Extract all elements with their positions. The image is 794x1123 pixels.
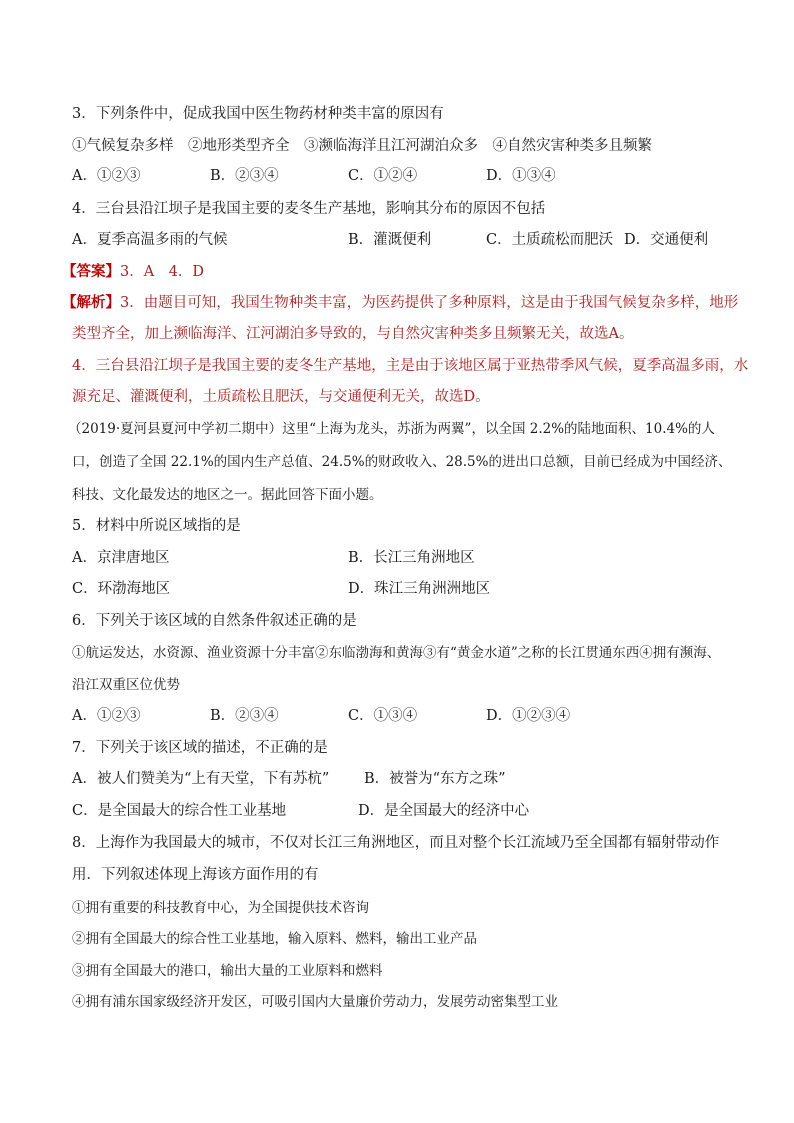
analysis-tag: 【解析】 [62,294,120,311]
answer-line [62,262,204,282]
q5-option-c: C．环渤海地区 [72,581,171,597]
q7-option-a: A．被人们赞美为“上有天堂，下有苏杭” [72,771,330,787]
material-line3: 科技、文化最发达的地区之一。据此回答下面小题。 [72,487,383,503]
q3-option-a: A．①②③ [72,168,141,184]
q8-stem-line1: 8．上海作为我国最大的城市，不仅对长江三角洲地区，而且对整个长江流域乃至全国都有辐射带动作 [72,835,720,851]
q3-items: ①气候复杂多样 ②地形类型齐全 ③濒临海洋且江河湖泊众多 ④自然灾害种类多且频繁 [72,138,652,154]
q3-stem: 3．下列条件中，促成我国中医生物药材种类丰富的原因有 [72,106,444,122]
q3-option-b: B．②③④ [210,168,279,184]
q4-option-c: C．土质疏松而肥沃 [486,232,614,248]
answer-tag: 【答案】 [62,263,120,280]
material-line2: 口，创造了全国 22.1%的国内生产总值、24.5%的财政收入、28.5%的进出口总额，目前已经成为中国经济、 [72,454,732,470]
q5-option-d: D．珠江三角洲洲地区 [348,581,491,597]
q7-option-c: C．是全国最大的综合性工业基地 [72,803,287,819]
q7-option-d: D．是全国最大的经济中心 [358,803,530,819]
q5-stem: 5．材料中所说区域指的是 [72,518,241,534]
q6-items-line1: ①航运发达，水资源、渔业资源十分丰富②东临渤海和黄海③有“黄金水道”之称的长江贯通东西④拥有濒海、 [72,645,721,661]
q8-item: ②拥有全国最大的综合性工业基地，输入原料、燃料，输出工业产品 [72,931,477,947]
q7-option-b: B．被誉为“东方之珠” [364,771,506,787]
q5-option-b: B．长江三角洲地区 [348,550,475,566]
analysis-q3-text1: 3．由题目可知，我国生物种类丰富，为医药提供了多种原料，这是由于我国气候复杂多样，地形 [120,295,739,311]
q6-option-b: B．②③④ [210,708,279,724]
q6-option-c: C．①③④ [348,708,418,724]
q7-stem: 7．下列关于该区域的描述，不正确的是 [72,740,328,756]
q4-stem: 4．三台县沿江坝子是我国主要的麦冬生产基地，影响其分布的原因不包括 [72,201,546,217]
analysis-q4-line2: 源充足、灌溉便利，土质疏松且肥沃，与交通便利无关，故选D。 [72,389,490,405]
analysis-q3-line1 [62,293,738,313]
q3-option-d: D．①③④ [486,168,556,184]
q8-item: ④拥有浦东国家级经济开发区，可吸引国内大量廉价劳动力，发展劳动密集型工业 [72,994,558,1010]
q6-option-a: A．①②③ [72,708,141,724]
q4-option-b: B．灌溉便利 [348,232,432,248]
q5-option-a: A．京津唐地区 [72,550,170,566]
analysis-q4-line1: 4．三台县沿江坝子是我国主要的麦冬生产基地，主是由于该地区属于亚热带季风气候，夏季高温多雨，水 [72,358,749,374]
q8-item: ③拥有全国最大的港口，输出大量的工业原料和燃料 [72,963,383,979]
q6-items-line2: 沿江双重区位优势 [72,677,180,693]
q8-stem-line2: 用．下列叙述体现上海该方面作用的有 [72,867,319,883]
answer-text: 3．A 4．D [120,264,205,280]
material-line1: （2019·夏河县夏河中学初二期中）这里“上海为龙头，苏浙为两翼”，以全国 2.2%的陆地面积、10.4%的人 [68,421,715,437]
q6-option-d: D．①②③④ [486,708,571,724]
q4-option-a: A．夏季高温多雨的气候 [72,232,228,248]
q8-item: ①拥有重要的科技教育中心，为全国提供技术咨询 [72,900,369,916]
analysis-q3-line2: 类型齐全，加上濒临海洋、江河湖泊多导致的，与自然灾害种类多且频繁无关，故选A。 [72,326,634,342]
q6-stem: 6．下列关于该区域的自然条件叙述正确的是 [72,613,357,629]
q4-option-d: D．交通便利 [624,232,709,248]
q3-option-c: C．①②④ [348,168,418,184]
